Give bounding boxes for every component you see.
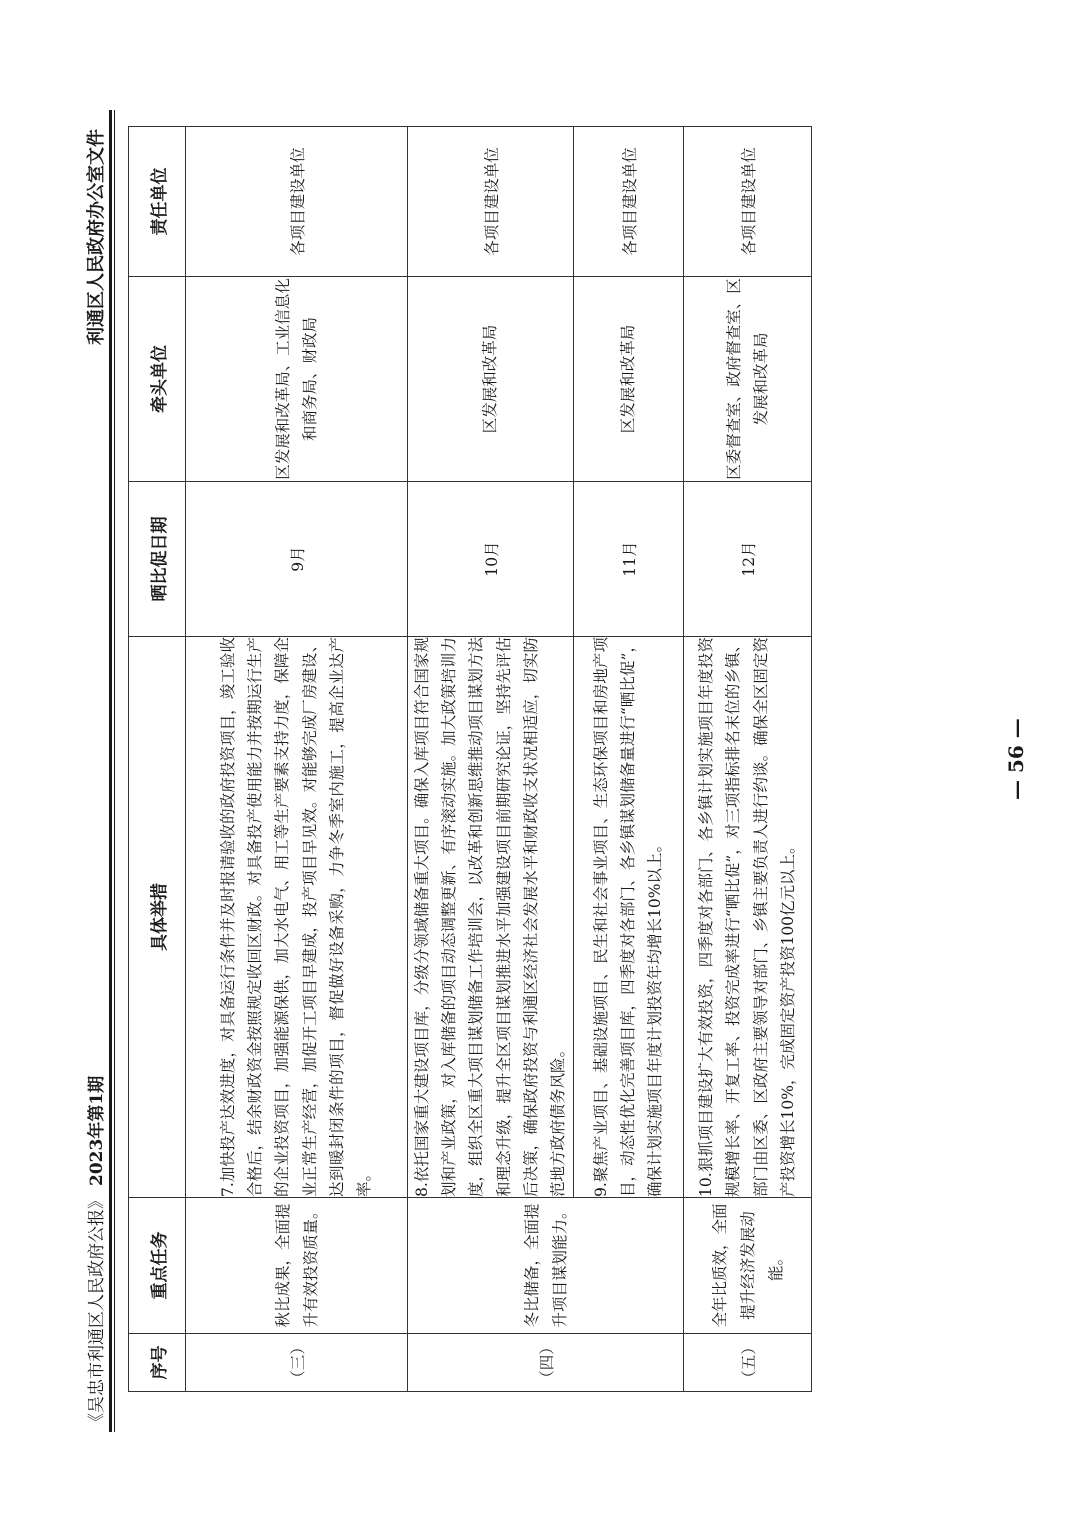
table-header-row bbox=[129, 127, 186, 1392]
measure-text: 9.聚焦产业项目、基础设施项目、民生和社会事业项目、生态环保项目和房地产项目，动态性优化完善项目库，四季度对各部门、各乡镇谋划储备量进行“晒比促”，确保计划实施项目年度计划投资年均增长10%以上。 bbox=[574, 637, 684, 1198]
lead-unit: 区发展和改革局 bbox=[408, 277, 574, 482]
col-header-measure: 具体举措 bbox=[129, 637, 186, 1198]
task-table bbox=[128, 126, 812, 1392]
publication-title: 《吴忠市利通区人民政府公报》 bbox=[87, 1192, 107, 1430]
col-header-lead: 牵头单位 bbox=[129, 277, 186, 482]
row-number: （五） bbox=[684, 1334, 812, 1392]
header-rule-thick bbox=[109, 110, 112, 1432]
table-row bbox=[186, 127, 408, 1392]
page-number: — 56 — bbox=[1004, 718, 1028, 800]
publication-header bbox=[82, 1076, 107, 1430]
table-row bbox=[408, 127, 574, 1392]
issue-period: 2023年第1期 bbox=[87, 1075, 107, 1186]
measure-text: 7.加快投产达效进度，对具备运行条件并及时报请验收的政府投资项目，竣工验收合格后，结余财政资金按照规定收回区财政。对具备投产使用能力并按期运行生产的企业投资项目，加强能源保供，加大水电气、用工等生产要素支持力度，保障企业正常生产经营，加促开工项目早建成，投产项目早见效。对能够完成厂房建设、达到暖封闭条件的项目，督促做好设备采购，力争冬季室内施工，提高企业达产率。 bbox=[186, 637, 408, 1198]
key-task: 秋比成果，全面提升有效投资质量。 bbox=[186, 1198, 408, 1334]
key-task: 全年比质效，全面提升经济发展动能。 bbox=[684, 1198, 812, 1334]
row-number: （四） bbox=[408, 1334, 684, 1392]
responsible-unit: 各项目建设单位 bbox=[186, 127, 408, 277]
col-header-resp: 责任单位 bbox=[129, 127, 186, 277]
responsible-unit: 各项目建设单位 bbox=[684, 127, 812, 277]
responsible-unit: 各项目建设单位 bbox=[408, 127, 574, 277]
date-cell: 12月 bbox=[684, 482, 812, 637]
date-cell: 10月 bbox=[408, 482, 574, 637]
table-row bbox=[684, 127, 812, 1392]
col-header-no: 序号 bbox=[129, 1334, 186, 1392]
date-cell: 11月 bbox=[574, 482, 684, 637]
col-header-date: 晒比促日期 bbox=[129, 482, 186, 637]
header-rule-thin bbox=[114, 110, 115, 1432]
measure-text: 8.依托国家重大建设项目库，分级分领域储备重大项目。确保入库项目符合国家规划和产业政策，对入库储备的项目动态调整更新、有序滚动实施。加大政策培训力度，组织全区重大项目谋划储备工作培训会，以改革和创新思维推动项目谋划方法和理念升级，提升全区项目谋划推进水平加强建设项目前期研究论证，坚持先评估后决策，确保政府投资与利通区经济社会发展水平和财政收支状况相适应，切实防范地方政府债务风险。 bbox=[408, 637, 574, 1198]
key-task: 冬比储备，全面提升项目谋划能力。 bbox=[408, 1198, 684, 1334]
measure-text: 10.狠抓项目建设扩大有效投资，四季度对各部门、各乡镇计划实施项目年度投资规模增长率、开复工率、投资完成率进行“晒比促”，对三项指标排名末位的乡镇、部门由区委、区政府主要领导对部门、乡镇主要负责人进行约谈。确保全区固定资产投资增长10%，完成固定资产投资100亿元以上。 bbox=[684, 637, 812, 1198]
lead-unit: 区委督查室、政府督查室、区发展和改革局 bbox=[684, 277, 812, 482]
office-title: 利通区人民政府办公室文件 bbox=[86, 129, 107, 345]
lead-unit: 区发展和改革局、工业信息化和商务局、财政局 bbox=[186, 277, 408, 482]
row-number: （三） bbox=[186, 1334, 408, 1392]
col-header-task: 重点任务 bbox=[129, 1198, 186, 1334]
lead-unit: 区发展和改革局 bbox=[574, 277, 684, 482]
responsible-unit: 各项目建设单位 bbox=[574, 127, 684, 277]
date-cell: 9月 bbox=[186, 482, 408, 637]
